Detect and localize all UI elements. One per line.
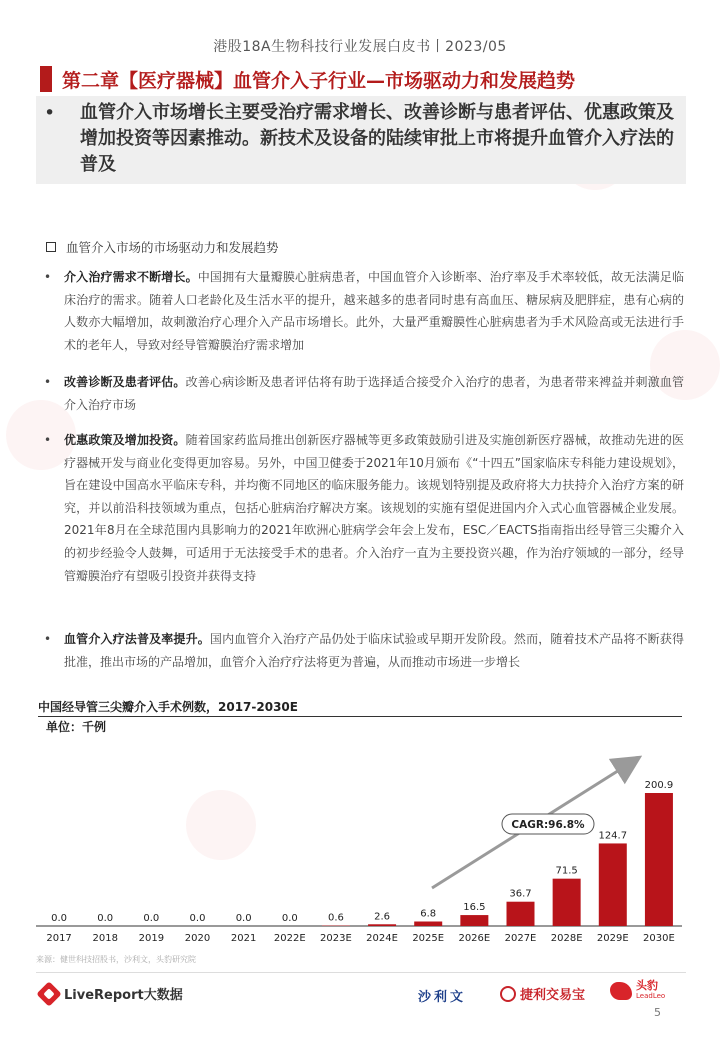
data-label-2021: 0.0 <box>235 913 252 924</box>
livereport-logo <box>40 984 183 1003</box>
data-label-2023E: 0.6 <box>327 912 344 924</box>
x-tick-2026E: 2026E <box>458 933 491 944</box>
footer-rule <box>36 972 686 973</box>
paragraph-lead: 血管介入疗法普及率提升。 <box>64 632 210 646</box>
x-tick-2030E: 2030E <box>643 933 675 944</box>
cagr-annotation: CAGR:96.8% <box>511 819 585 831</box>
paragraph-lead: 改善诊断及患者评估。 <box>64 375 186 389</box>
leadleo-logo-en: LeadLeo <box>636 992 666 1000</box>
page-number: 5 <box>654 1006 661 1019</box>
chart-unit: 单位：千例 <box>46 720 107 734</box>
summary-text: 血管介入市场增长主要受治疗需求增长、改善诊断与患者评估、优惠政策及增加投资等因素推动。新技术及设备的陆续审批上市将提升血管介入疗法的普及 <box>80 102 674 175</box>
livereport-logo-text: LiveReport大数据 <box>64 988 183 1003</box>
data-label-2022E: 0.0 <box>281 913 298 924</box>
data-label-2030E: 200.9 <box>644 780 674 791</box>
data-label-2025E: 6.8 <box>420 908 437 920</box>
paragraph-lead: 优惠政策及增加投资。 <box>64 433 186 447</box>
page-header: 港股18A生物科技行业发展白皮书丨2023/05 <box>213 39 507 55</box>
bar-2024E <box>368 924 396 926</box>
data-label-2024E: 2.6 <box>374 911 391 923</box>
bar-2027E <box>507 902 535 926</box>
paragraph-text: 国内血管介入治疗产品仍处于临床试验或早期开发阶段。然而，随着技术产品将不断获得批准，推出市场的产品增加，血管介入治疗疗法将更为普遍，从而推动市场进一步增长 <box>64 632 684 669</box>
x-tick-2028E: 2028E <box>550 933 583 944</box>
paragraph-text: 中国拥有大量瓣膜心脏病患者，中国血管介入诊断率、治疗率及手术率较低，故无法满足临床治疗的需求。随着人口老龄化及生活水平的提升，越来越多的患者同时患有高血压、糖尿病及肥胖症，患有心病的人数亦大幅增加，故刺激治疗心理介入产品市场增长。此外，大量严重瓣膜性心脏病患者为手术风险高或无法进行手术的老年人，导致对经导管瓣膜治疗需求增加 <box>64 270 684 352</box>
paragraph-lead: 介入治疗需求不断增长。 <box>64 270 198 284</box>
summary-bullet: • <box>44 102 56 124</box>
paragraph-bullet: • <box>44 433 52 447</box>
jieli-icon <box>500 986 516 1002</box>
bar-2029E <box>599 843 627 926</box>
paragraph-text: 随着国家药监局推出创新医疗器械等更多政策鼓励引进及实施创新医疗器械，故推动先进的医疗器械开发与商业化变得更加容易。另外，中国卫健委于2021年10月颁布《“十四五”国家临床专科能力建设规划》，旨在建设中国高水平临床专科，并均衡不同地区的临床服务能力。该规划特别提及政府将大力扶持介入治疗方案的研究，并以前沿科技领域为重点，包括心脏病治疗解决方案。该规划的实施有望促进国内介入式心血管器械企业发展。2021年8月在全球范围内具影响力的2021年欧洲心脏病学会年会上发布，ESC／EACTS指南指出经导管三尖瓣介入的初步经验令人鼓舞，可适用于无法接受手术的患者。介入治疗一直为主要投资兴趣，作为治疗领域的一部分，经导管瓣膜治疗有望吸引投资并获得支持 <box>64 433 684 583</box>
source-note: 来源：健世科技招股书，沙利文，头豹研究院 <box>36 955 196 964</box>
bar-2030E <box>645 793 673 926</box>
paragraph-bullet: • <box>44 632 52 646</box>
chart-title: 中国经导管三尖瓣介入手术例数，2017-2030E <box>38 700 298 714</box>
data-label-2017: 0.0 <box>51 913 68 924</box>
jieli-logo-text: 捷利交易宝 <box>520 988 586 1003</box>
bar-2025E <box>414 921 442 926</box>
leadleo-logo <box>610 980 665 1002</box>
data-label-2028E: 71.5 <box>555 865 578 877</box>
x-tick-2027E: 2027E <box>504 933 537 944</box>
data-label-2027E: 36.7 <box>509 888 532 900</box>
bar-2026E <box>460 915 488 926</box>
paragraph-bullet: • <box>44 270 52 284</box>
x-tick-2029E: 2029E <box>596 933 629 944</box>
x-tick-2021: 2021 <box>230 933 257 944</box>
paragraph-text: 改善心病诊断及患者评估将有助于选择适合接受介入治疗的患者，为患者带来裨益并刺激血管介入治疗市场 <box>64 375 684 412</box>
leadleo-logo-cn: 头豹 <box>636 979 658 992</box>
x-tick-2024E: 2024E <box>366 933 398 944</box>
x-tick-2019: 2019 <box>138 933 165 944</box>
livereport-icon <box>36 981 61 1006</box>
chapter-title: 第二章【医疗器械】血管介入子行业—市场驱动力和发展趋势 <box>62 69 576 92</box>
bar-2028E <box>553 879 581 926</box>
x-tick-2020: 2020 <box>184 933 211 944</box>
leopard-icon <box>610 982 632 1000</box>
frost-sullivan-logo: 沙利文 <box>418 990 467 1005</box>
x-tick-2017: 2017 <box>46 933 72 944</box>
section-heading-text: 血管介入市场的市场驱动力和发展趋势 <box>66 240 279 255</box>
data-label-2018: 0.0 <box>97 913 114 924</box>
x-tick-2025E: 2025E <box>412 933 445 944</box>
data-label-2019: 0.0 <box>143 913 160 924</box>
x-tick-2023E: 2023E <box>320 933 352 944</box>
data-label-2020: 0.0 <box>189 913 206 924</box>
x-tick-2018: 2018 <box>92 933 118 944</box>
data-label-2026E: 16.5 <box>463 902 486 914</box>
data-label-2029E: 124.7 <box>598 830 628 842</box>
jieli-logo <box>500 984 585 1003</box>
x-tick-2022E: 2022E <box>273 933 306 944</box>
paragraph-bullet: • <box>44 375 52 389</box>
